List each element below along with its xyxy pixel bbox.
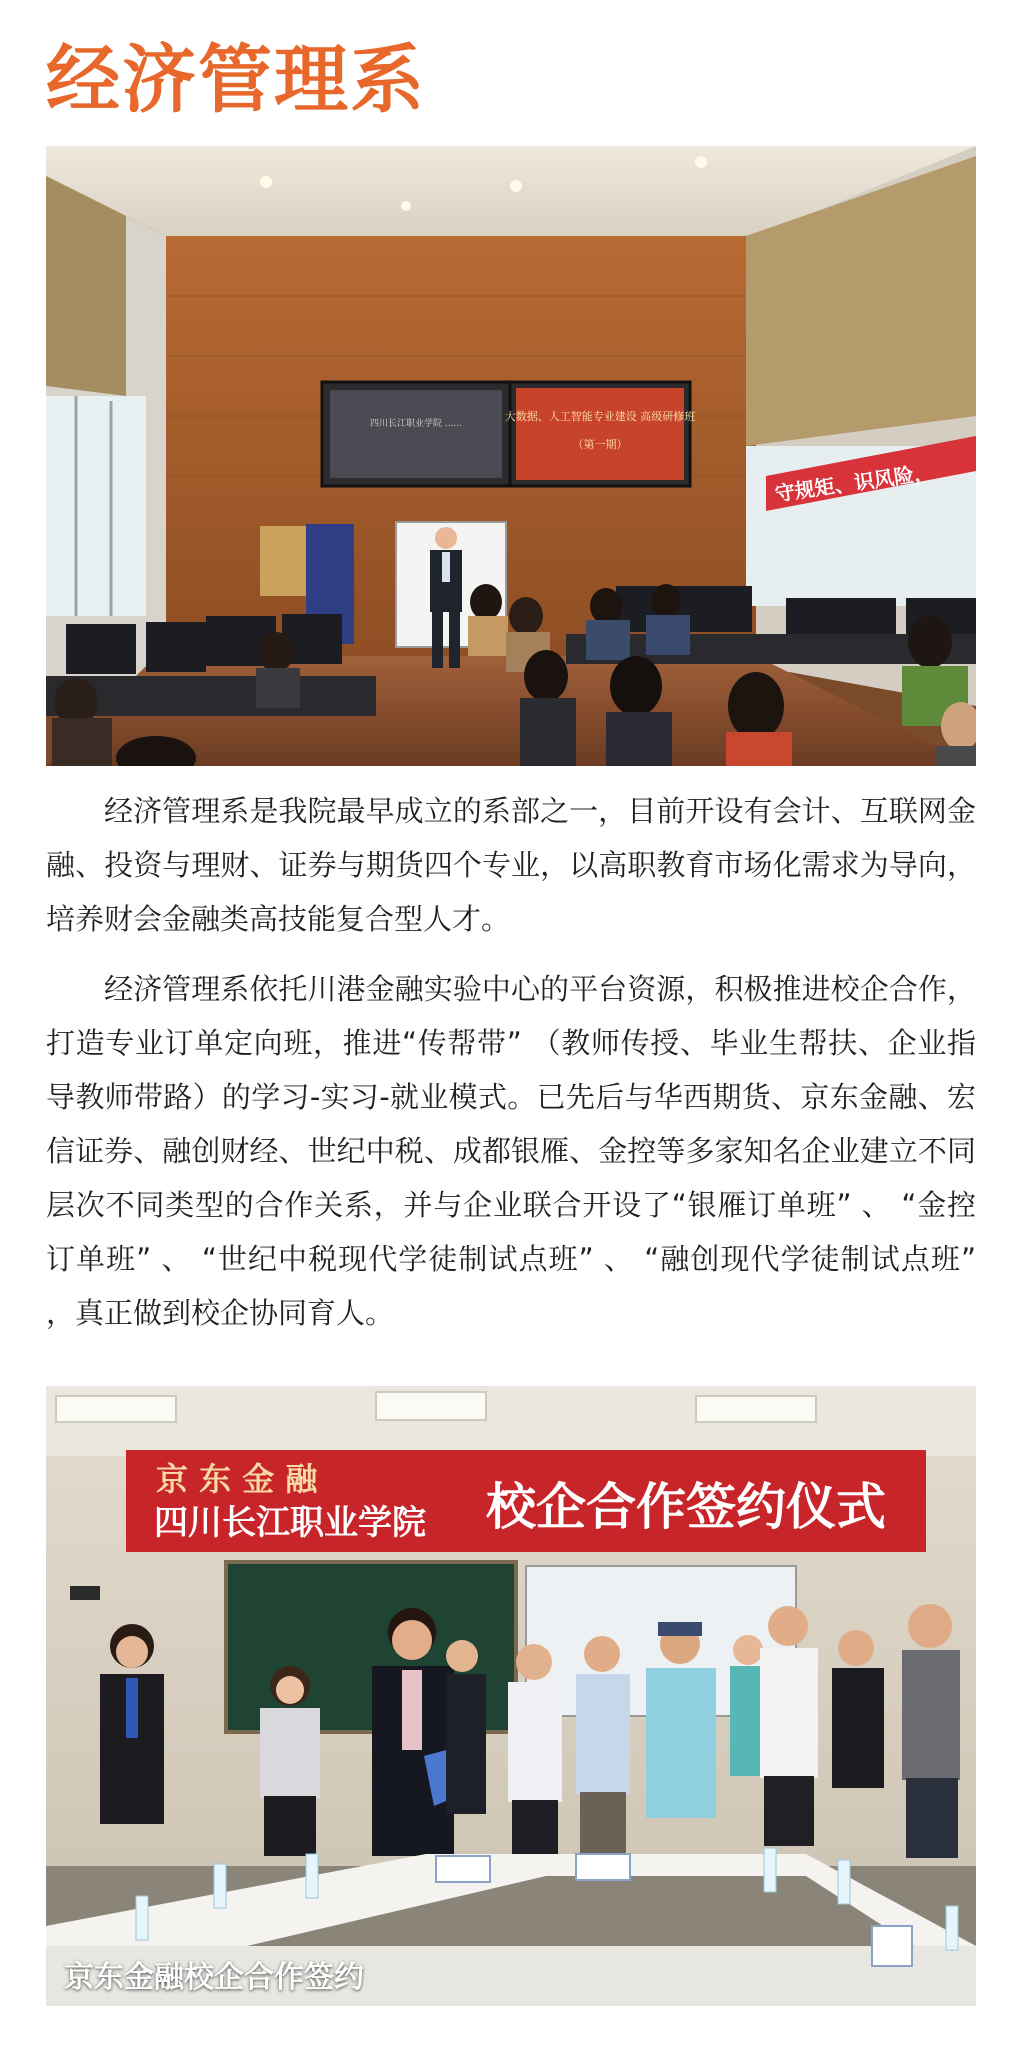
cooperation-paragraph: 经济管理系依托川港金融实验中心的平台资源，积极推进校企合作，打造专业订单定向班，推进“传帮带” （教师传授、毕业生帮扶、企业指导教师带路）的学习-实习-就业模式。已先后与华西期货、京东金融、宏信证券、融创财经、世纪中税、成都银雁、金控等多家知名企业建立不同层次不同类型的合作关系，并与企业联合开设了“银雁订单班” 、 “金控订单班” 、 “世纪中税现代学徒制试点班” 、 “融创现代学徒制试点班” ，真正做到校企协同育人。: [46, 972, 976, 1330]
photo-caption: 京东金融校企合作签约: [64, 1960, 364, 1995]
intro-paragraph: 经济管理系是我院最早成立的系部之一，目前开设有会计、互联网金融、投资与理财、证券与期货四个专业，以高职教育市场化需求为导向，培养财会金融类高技能复合型人才。: [46, 794, 976, 936]
slide-right-subtext: （第一期）: [572, 438, 628, 451]
banner-right-text: 校企合作签约仪式: [486, 1478, 886, 1536]
banner-line2: 四川长江职业学院: [154, 1503, 426, 1543]
banner-line1: 京 东 金 融: [156, 1460, 318, 1498]
slide-right-text: 大数据、人工智能专业建设 高级研修班: [504, 410, 696, 423]
slide-left-text: 四川长江职业学院 ......: [369, 419, 463, 429]
classroom-photo: [46, 146, 976, 766]
signing-ceremony-photo: [46, 1386, 976, 2006]
page-title: 经济管理系: [46, 37, 426, 123]
window-banner-text: 守规矩、识风险，: [773, 459, 936, 506]
